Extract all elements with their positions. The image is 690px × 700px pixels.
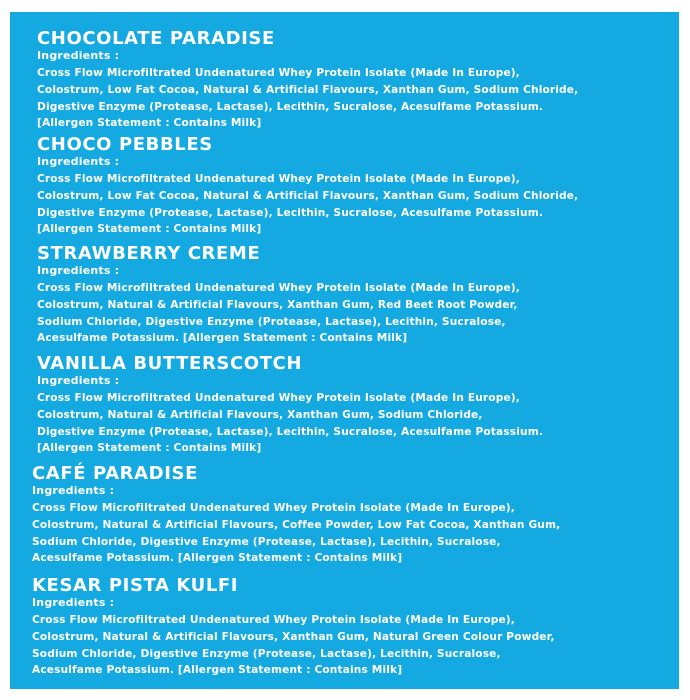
ingredients-line: Colostrum, Low Fat Cocoa, Natural & Artificial Flavours, Xanthan Gum, Sodium Chloride, [37,189,579,202]
product-section-cafe-paradise [32,463,560,567]
ingredients-line: Acesulfame Potassium. [Allergen Statement : Contains Milk] [32,552,403,565]
product-title: KESAR PISTA KULFI [32,575,239,596]
ingredients-line: Cross Flow Microfiltrated Undenatured Whey Protein Isolate (Made In Europe), [32,614,515,626]
ingredients-label: Ingredients : [32,596,115,609]
ingredients-line: Digestive Enzyme (Protease, Lactase), Lecithin, Sucralose, Acesulfame Potassium. [37,100,544,113]
ingredients-list [32,612,555,679]
ingredients-line: Cross Flow Microfiltrated Undenatured Whey Protein Isolate (Made In Europe), [37,173,520,185]
ingredients-label: Ingredients : [37,49,120,62]
ingredients-label: Ingredients : [37,374,120,387]
product-title: CHOCOLATE PARADISE [37,28,275,49]
ingredients-list [37,280,520,347]
ingredients-list [37,390,543,457]
ingredients-line: Cross Flow Microfiltrated Undenatured Whey Protein Isolate (Made In Europe), [37,392,520,404]
ingredients-line: Digestive Enzyme (Protease, Lactase), Lecithin, Sucralose, Acesulfame Potassium. [37,206,544,219]
product-section-chocolate-paradise [37,28,578,132]
product-section-strawberry-creme [37,243,520,347]
product-section-choco-pebbles [37,134,578,238]
ingredients-line: Colostrum, Natural & Artificial Flavours, Coffee Powder, Low Fat Cocoa, Xanthan Gum, [32,518,561,531]
ingredients-list [32,500,560,567]
ingredients-list [37,65,578,132]
allergen-statement: [Allergen Statement : Contains Milk] [37,442,262,455]
ingredients-line: Sodium Chloride, Digestive Enzyme (Protease, Lactase), Lecithin, Sucralose, [32,535,501,548]
ingredients-line: Colostrum, Natural & Artificial Flavours, Xanthan Gum, Red Beet Root Powder, [37,298,518,311]
ingredients-line: Colostrum, Natural & Artificial Flavours, Xanthan Gum, Natural Green Colour Powder, [32,630,555,643]
allergen-statement: [Allergen Statement : Contains Milk] [37,117,262,130]
product-title: CAFÉ PARADISE [32,463,198,484]
ingredients-line: Sodium Chloride, Digestive Enzyme (Protease, Lactase), Lecithin, Sucralose, [32,647,501,660]
ingredients-label: Ingredients : [37,264,120,277]
product-section-kesar-pista-kulfi [32,575,555,679]
ingredients-line: Cross Flow Microfiltrated Undenatured Whey Protein Isolate (Made In Europe), [32,502,515,514]
ingredients-line: Digestive Enzyme (Protease, Lactase), Lecithin, Sucralose, Acesulfame Potassium. [37,425,544,438]
ingredients-line: Cross Flow Microfiltrated Undenatured Whey Protein Isolate (Made In Europe), [37,282,520,294]
ingredients-line: Cross Flow Microfiltrated Undenatured Whey Protein Isolate (Made In Europe), [37,67,520,79]
product-section-vanilla-butterscotch [37,353,543,457]
ingredients-list [37,171,578,238]
ingredients-line: Acesulfame Potassium. [Allergen Statement : Contains Milk] [32,664,403,677]
ingredients-label: Ingredients : [32,484,115,497]
ingredients-line: Colostrum, Low Fat Cocoa, Natural & Artificial Flavours, Xanthan Gum, Sodium Chloride, [37,83,579,96]
ingredients-line: Acesulfame Potassium. [Allergen Statement : Contains Milk] [37,332,408,345]
ingredients-panel [10,12,679,689]
ingredients-line: Sodium Chloride, Digestive Enzyme (Protease, Lactase), Lecithin, Sucralose, [37,315,506,328]
product-title: CHOCO PEBBLES [37,134,213,155]
ingredients-label: Ingredients : [37,155,120,168]
product-title: VANILLA BUTTERSCOTCH [37,353,303,374]
product-title: STRAWBERRY CREME [37,243,261,264]
ingredients-line: Colostrum, Natural & Artificial Flavours, Xanthan Gum, Sodium Chloride, [37,408,483,421]
allergen-statement: [Allergen Statement : Contains Milk] [37,223,262,236]
